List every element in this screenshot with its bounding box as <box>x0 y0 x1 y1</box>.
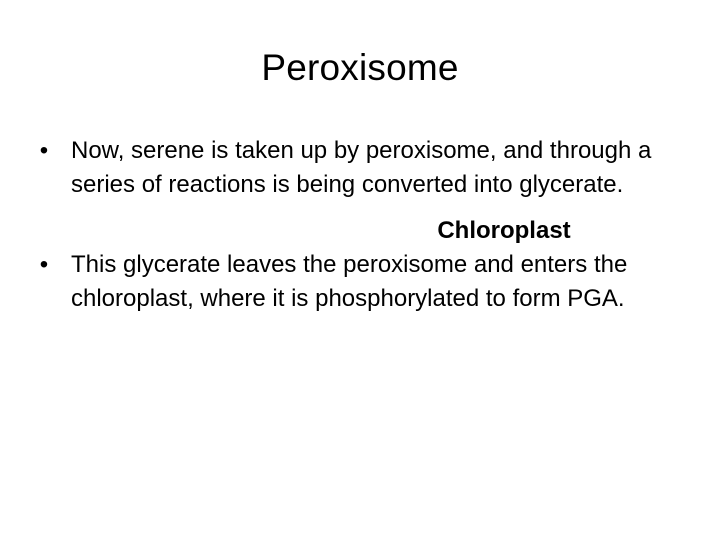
bullet-item-1 <box>34 134 674 202</box>
bullet-icon: • <box>39 251 49 278</box>
bullet-text-1: Now, serene is taken up by peroxisome, and through a series of reactions is being converted into glycerate. <box>71 137 652 198</box>
slide-title: Peroxisome <box>261 47 459 88</box>
subheading-chloroplast: Chloroplast <box>437 217 571 244</box>
bullet-icon: • <box>39 137 49 164</box>
bullet-item-2 <box>34 248 674 316</box>
slide-content <box>34 134 674 316</box>
bullet-text-2: This glycerate leaves the peroxisome and enters the chloroplast, where it is phosphorylated to form PGA. <box>71 251 628 312</box>
